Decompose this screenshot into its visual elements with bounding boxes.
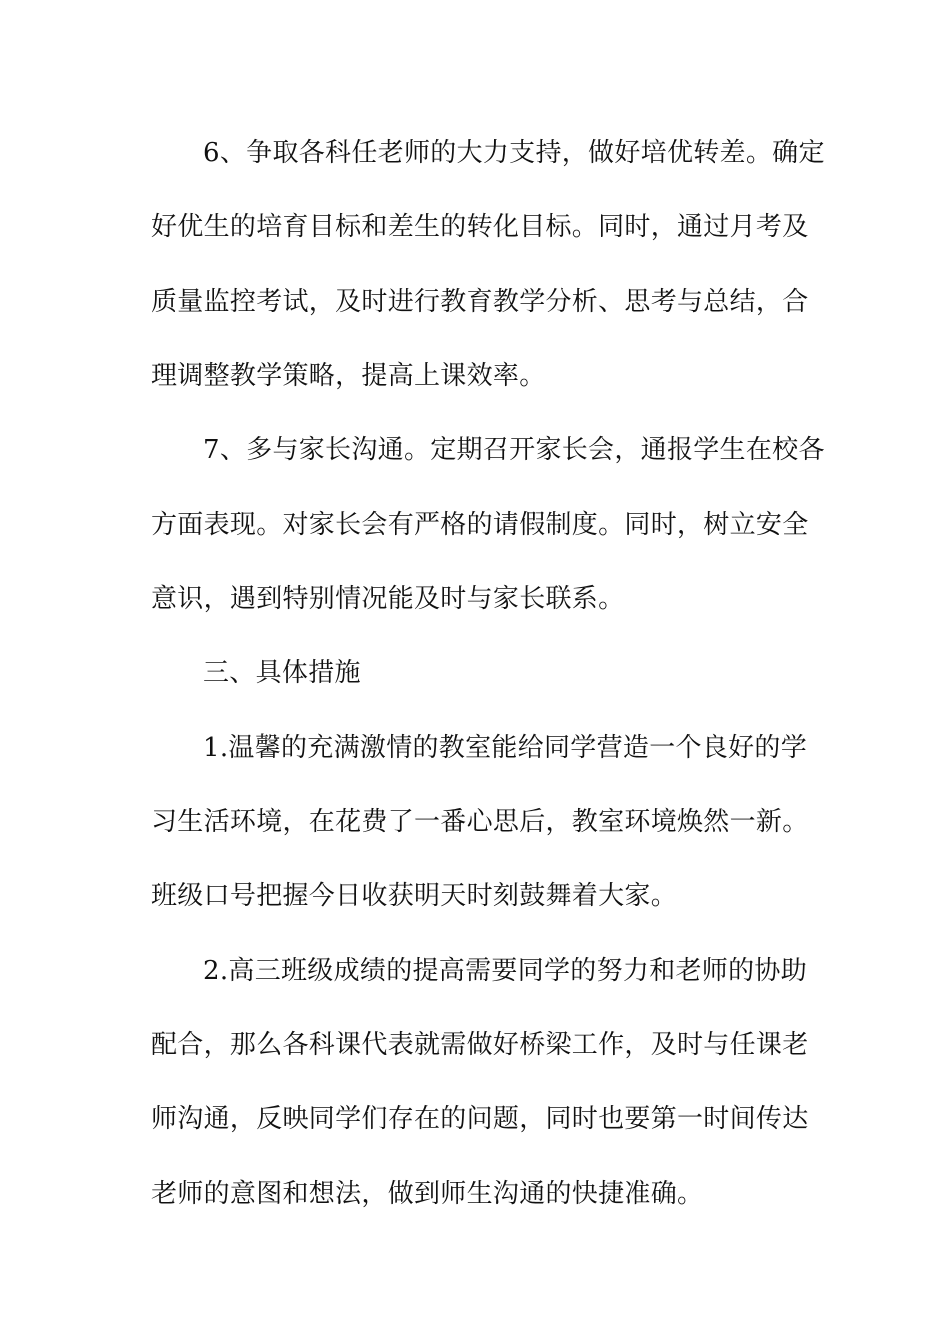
measure-2-line-4: 老师的意图和想法，做到师生沟通的快捷准确。 [151, 1179, 704, 1209]
paragraph-7-line-3: 意识，遇到特别情况能及时与家长联系。 [151, 584, 625, 614]
measure-2-line-1: 2.高三班级成绩的提高需要同学的努力和老师的协助 [203, 956, 808, 986]
measure-1-line-2: 习生活环境，在花费了一番心思后，教室环境焕然一新。 [151, 807, 809, 837]
measure-1-line-1: 1.温馨的充满激情的教室能给同学营造一个良好的学 [203, 733, 808, 763]
paragraph-7-line-2: 方面表现。对家长会有严格的请假制度。同时，树立安全 [151, 510, 809, 540]
measure-2-line-2: 配合，那么各科课代表就需做好桥梁工作，及时与任课老 [151, 1030, 809, 1060]
paragraph-6-line-2: 好优生的培育目标和差生的转化目标。同时，通过月考及 [151, 212, 809, 242]
paragraph-6-line-1: 6、争取各科任老师的大力支持，做好培优转差。确定 [203, 138, 825, 168]
section-heading: 三、具体措施 [203, 658, 361, 688]
paragraph-6-line-3: 质量监控考试，及时进行教育教学分析、思考与总结，合 [151, 287, 809, 317]
paragraph-6-line-4: 理调整教学策略，提高上课效率。 [151, 361, 546, 391]
measure-2-line-3: 师沟通，反映同学们存在的问题，同时也要第一时间传达 [151, 1104, 809, 1134]
paragraph-7-line-1: 7、多与家长沟通。定期召开家长会，通报学生在校各 [203, 435, 825, 465]
measure-1-line-3: 班级口号把握今日收获明天时刻鼓舞着大家。 [151, 881, 678, 911]
